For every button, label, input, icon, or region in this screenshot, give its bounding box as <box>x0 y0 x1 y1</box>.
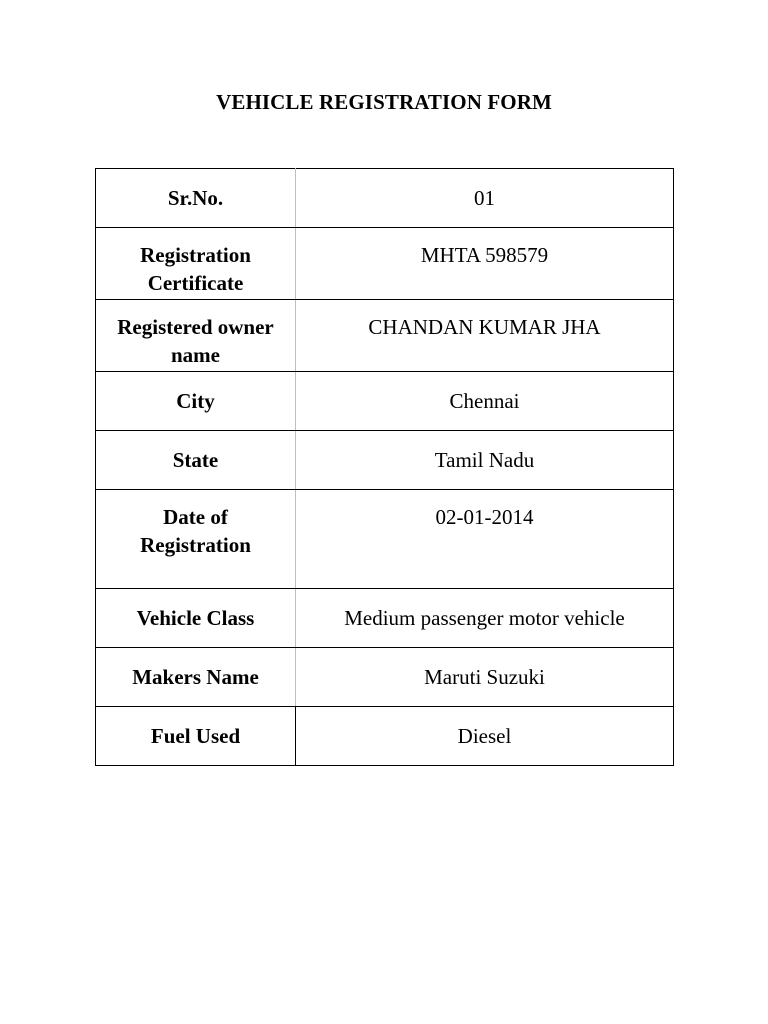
row-label-cell <box>96 431 296 490</box>
row-value-cell <box>296 300 674 372</box>
row-value-cell <box>296 589 674 648</box>
row-label-cell <box>96 707 296 766</box>
row-label: Sr.No. <box>167 186 224 210</box>
form-title: VEHICLE REGISTRATION FORM <box>216 90 552 114</box>
row-label: City <box>176 389 215 413</box>
table-row <box>96 707 674 766</box>
table-row <box>96 169 674 228</box>
row-value: MHTA 598579 <box>420 243 549 267</box>
row-value: Chennai <box>449 389 520 413</box>
row-label-cell <box>96 169 296 228</box>
row-value: 02-01-2014 <box>435 505 534 529</box>
row-value-cell <box>296 707 674 766</box>
row-label-cell <box>96 648 296 707</box>
row-value-cell <box>296 648 674 707</box>
row-value-cell <box>296 169 674 228</box>
row-value: Diesel <box>457 724 512 748</box>
table-row <box>96 431 674 490</box>
table-row <box>96 372 674 431</box>
row-label-cell <box>96 300 296 372</box>
row-label: Vehicle Class <box>136 606 255 630</box>
row-value: Medium passenger motor vehicle <box>344 606 625 630</box>
registration-table <box>95 168 674 766</box>
table-row <box>96 589 674 648</box>
table-row <box>96 228 674 300</box>
row-value: CHANDAN KUMAR JHA <box>368 315 601 339</box>
row-value-cell <box>296 228 674 300</box>
row-label: Registration Certificate <box>140 243 251 295</box>
row-label-cell <box>96 372 296 431</box>
row-label: Makers Name <box>132 665 259 689</box>
table-row <box>96 300 674 372</box>
row-value-cell <box>296 372 674 431</box>
row-label: State <box>172 448 219 472</box>
row-label-cell <box>96 589 296 648</box>
row-value-cell <box>296 490 674 589</box>
row-label: Registered owner name <box>117 315 274 367</box>
row-value: Tamil Nadu <box>434 448 535 472</box>
table-row <box>96 648 674 707</box>
row-value-cell <box>296 431 674 490</box>
row-label-cell <box>96 228 296 300</box>
row-value: Maruti Suzuki <box>424 665 545 689</box>
row-label: Date of Registration <box>140 505 251 557</box>
table-row <box>96 490 674 589</box>
row-value: 01 <box>474 186 495 210</box>
row-label-cell <box>96 490 296 589</box>
row-label: Fuel Used <box>150 724 241 748</box>
